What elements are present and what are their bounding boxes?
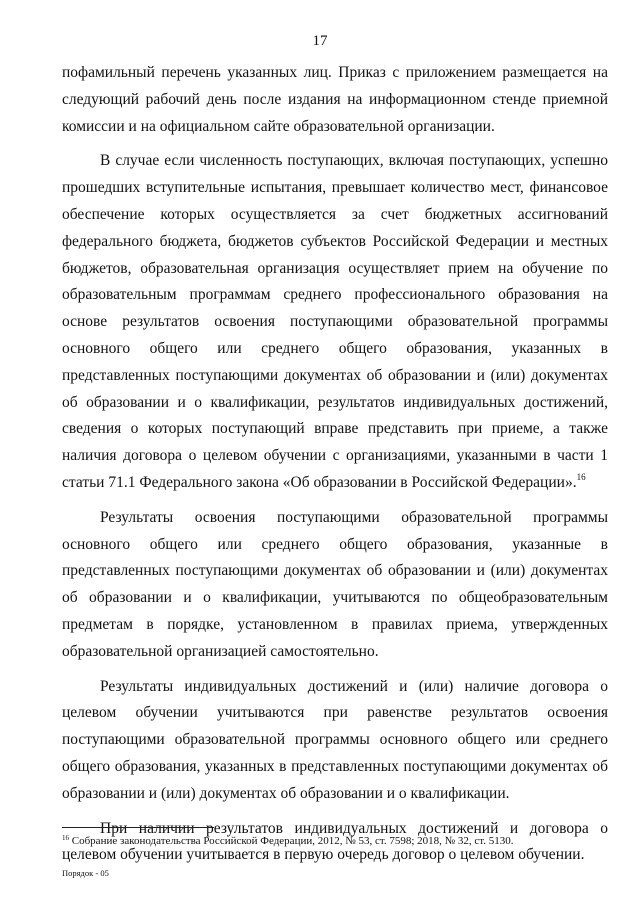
body-text xyxy=(62,60,608,869)
paragraph-achievements: Результаты индивидуальных достижений и (или) наличие договора о целевом обучении учитываются при равенстве результатов освоения поступающими образовательной программы основного общего или среднего общего образования, указанных в представленных поступающими документах об образовании и (или) документах об образовании и о квалификации. xyxy=(62,677,608,802)
footnote-separator xyxy=(62,827,214,828)
footnote-number: 16 xyxy=(62,834,69,842)
page-number: 17 xyxy=(312,33,328,49)
document-stamp: Порядок - 05 xyxy=(62,868,109,878)
paragraph-continuation: пофамильный перечень указанных лиц. Приказ с приложением размещается на следующий рабочий день после издания на информационном стенде приемной комиссии и на официальном сайте образовательной организации. xyxy=(62,64,608,135)
paragraph-exam-results: Результаты освоения поступающими образовательной программы основного общего или среднего общего образования, указанные в представленных поступающими документах об образовании и (или) документах об образовании и о квалификации, учитываются по общеобразовательным предметам в порядке, установленном в правилах приема, утвержденных образовательной организацией самостоятельно. xyxy=(62,508,608,660)
paragraph-target-contract: При наличии результатов индивидуальных достижений и договора о целевом обучении учитывается в первую очередь договор о целевом обучении. xyxy=(62,819,608,864)
footnote xyxy=(62,834,608,848)
footnote-reference: 16 xyxy=(576,471,586,482)
footnote-text: Собрание законодательства Российской Федерации, 2012, № 53, ст. 7598; 2018, № 32, ст. 5130. xyxy=(71,835,514,847)
paragraph-text: В случае если численность поступающих, включая поступающих, успешно прошедших вступительные испытания, превышает количество мест, финансовое обеспечение которых осуществляется за счет бюджетных ассигнований федерального бюджета, бюджетов субъектов Российской Федерации и местных бюджетов, образовательная организация осуществляет прием на обучение по образовательным программам среднего профессионального образования на основе результатов освоения поступающими образовательной программы основного общего или среднего общего образования, указанных в представленных поступающими документах об образовании и (или) документах об образовании и о квалификации, результатов индивидуальных достижений, сведения о которых поступающий вправе представить при приеме, а также наличия договора о целевом обучении с организациями, указанными в части 1 статьи 71.1 Федерального закона «Об образовании в Российской Федерации». xyxy=(62,152,608,491)
paragraph-admission-rules xyxy=(62,148,608,496)
